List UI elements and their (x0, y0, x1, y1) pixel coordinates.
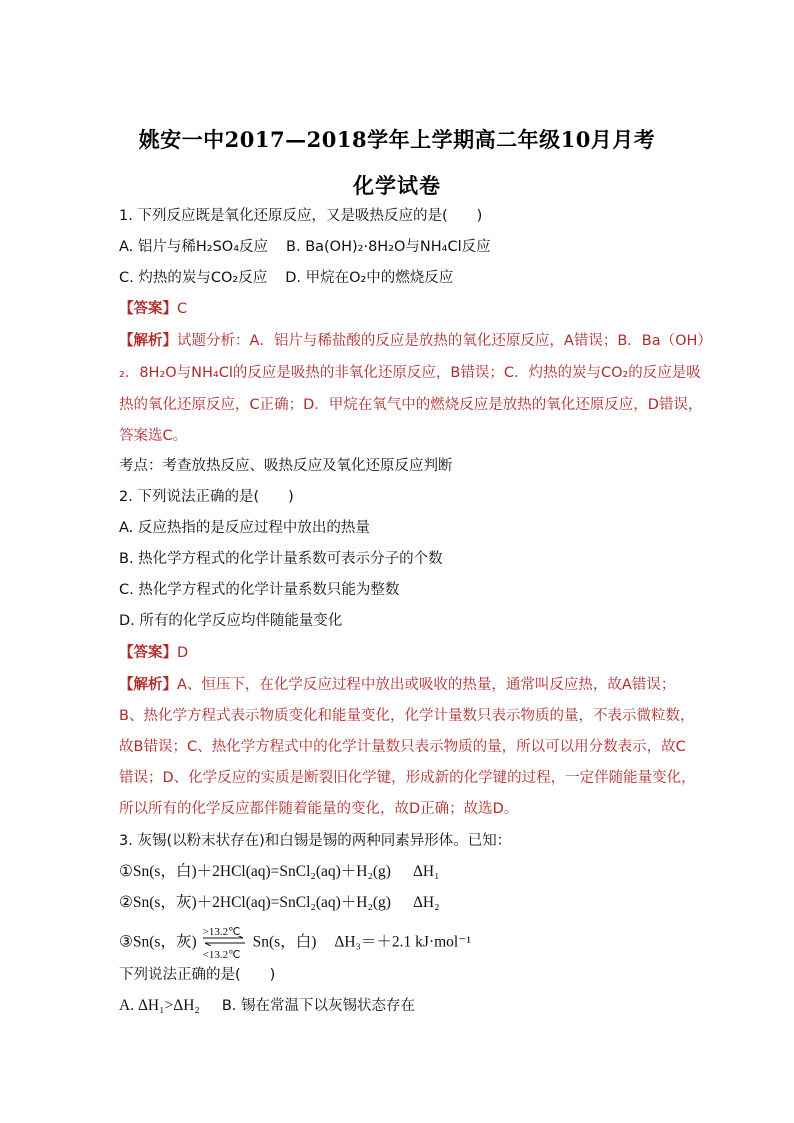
q3-equation-3 (119, 926, 472, 961)
q1-stem: 1. 下列反应既是氧化还原反应，又是吸热反应的是( ) (119, 208, 483, 224)
q2-answer-tag: 【答案】 (119, 645, 177, 661)
q1-options-cd (119, 268, 453, 288)
q3-question: 下列说法正确的是( ) (119, 967, 276, 983)
q3-equation-1 (119, 862, 440, 882)
q2-analysis-line-1 (119, 675, 675, 695)
q3-eq3-dh: ΔH₃＝＋2.1 kJ·mol⁻¹ (334, 933, 472, 951)
q3-eq1-text: ①Sn(s，白)＋2HCl(aq)=SnCl₂(aq)＋H₂(g) (119, 863, 391, 880)
q2-analysis-line-4: 错误；D、化学反应的实质是断裂旧化学键，形成新的化学键的过程，一定伴随能量变化， (119, 770, 696, 786)
q2-option-d: D. 所有的化学反应均伴随能量变化 (119, 613, 343, 629)
exam-title: 姚安一中2017—2018学年上学期高二年级10月月考 (138, 127, 656, 152)
q2-answer-value: D (177, 645, 189, 661)
q2-analysis-line-3: 故B错误；C、热化学方程式中的化学计量数只表示物质的量，所以可以用分数表示，故C (119, 739, 686, 755)
q1-analysis-line-3: 热的氧化还原反应，C正确；D．甲烷在氧气中的燃烧反应是放热的氧化还原反应，D错误， (119, 397, 703, 413)
q1-analysis-tag: 【解析】 (119, 333, 177, 349)
q2-stem: 2. 下列说法正确的是( ) (119, 489, 294, 505)
q1-analysis-line-4: 答案选C。 (119, 428, 188, 444)
q1-analysis-text-1: 试题分析：A．铝片与稀盐酸的反应是放热的氧化还原反应，A错误；B．Ba（OH） (177, 333, 712, 349)
q1-option-c: C. 灼热的炭与CO₂反应 (119, 270, 268, 286)
q3-eq1-dh: ΔH₁ (412, 863, 440, 880)
q1-analysis-line-1 (119, 331, 712, 351)
q2-analysis-tag: 【解析】 (119, 677, 177, 693)
q3-eq3-cond-bottom: <13.2℃ (202, 949, 241, 961)
q3-option-b: B. 锡在常温下以灰锡状态存在 (221, 998, 415, 1014)
q2-option-a: A. 反应热指的是反应过程中放出的热量 (119, 520, 370, 536)
q2-option-c: C. 热化学方程式的化学计量系数只能为整数 (119, 582, 400, 598)
exam-subtitle: 化学试卷 (353, 173, 441, 198)
q3-eq3-cond-top: >13.2℃ (202, 926, 241, 938)
reversible-arrow (201, 926, 247, 961)
q1-option-d: D. 甲烷在O₂中的燃烧反应 (285, 270, 454, 286)
q2-analysis-line-5: 所以所有的化学反应都伴随着能量的变化，故D正确；故选D。 (119, 801, 519, 817)
q1-answer-tag: 【答案】 (119, 301, 177, 317)
q1-analysis-line-2: ₂．8H₂O与NH₄Cl的反应是吸热的非氧化还原反应，B错误；C．灼热的炭与CO₂的反应是吸 (119, 365, 701, 381)
q1-answer (119, 299, 187, 319)
q2-analysis-line-2: B、热化学方程式表示物质变化和能量变化，化学计量数只表示物质的量，不表示微粒数， (119, 708, 695, 724)
q2-answer (119, 643, 188, 663)
q1-option-a: A. 铝片与稀H₂SO₄反应 (119, 239, 269, 255)
q1-option-b: B. Ba(OH)₂·8H₂O与NH₄Cl反应 (286, 239, 491, 255)
q1-options-ab (119, 237, 491, 257)
q3-option-a: A. ΔH₁>ΔH₂ (119, 997, 200, 1014)
q2-analysis-text-1: A、恒压下，在化学反应过程中放出或吸收的热量，通常叫反应热，故A错误； (177, 677, 676, 693)
q3-eq3-right: Sn(s，白) (252, 933, 317, 951)
q3-eq2-dh: ΔH₂ (412, 894, 440, 911)
q3-options-ab (119, 996, 415, 1016)
q3-stem: 3. 灰锡(以粉末状存在)和白锡是锡的两种同素异形体。已知： (119, 833, 512, 849)
q3-eq3-left: ③Sn(s，灰) (119, 933, 197, 951)
q3-equation-2 (119, 893, 440, 913)
q3-eq2-text: ②Sn(s，灰)＋2HCl(aq)=SnCl₂(aq)＋H₂(g) (119, 894, 391, 911)
q1-note: 考点：考查放热反应、吸热反应及氧化还原反应判断 (119, 458, 453, 474)
q1-answer-value: C (177, 301, 188, 317)
q2-option-b: B. 热化学方程式的化学计量系数可表示分子的个数 (119, 551, 443, 567)
